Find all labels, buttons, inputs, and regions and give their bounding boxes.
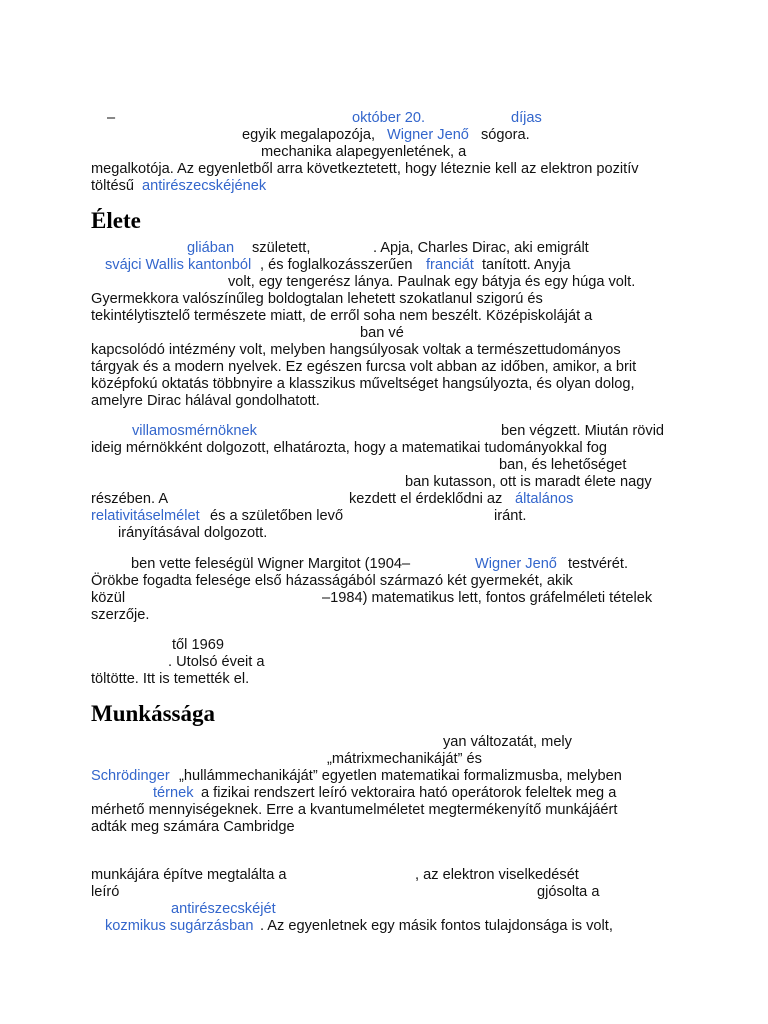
- body-text: „mátrixmechanikáját” és: [327, 751, 482, 767]
- body-text: ban, és lehetőséget: [499, 457, 627, 473]
- body-text: irányításával dolgozott.: [118, 525, 268, 541]
- body-text: közül: [91, 590, 126, 606]
- body-text: . Utolsó éveit a: [168, 654, 265, 670]
- body-text: , az elektron viselkedését: [415, 867, 579, 883]
- antiparticle-link[interactable]: antirészecskéjét: [171, 901, 276, 917]
- body-text: gjósolta a: [537, 884, 600, 900]
- body-text: , és foglalkozásszerűen: [260, 257, 413, 273]
- intro-text: megalkotója. Az egyenletből arra következtetett, hogy léteznie kell az elektron pozitív: [91, 161, 639, 177]
- body-text: Gyermekkora valószínűleg boldogtalan lehetett szokatlanul szigorú és: [91, 291, 543, 307]
- body-text: ban vé: [360, 325, 404, 341]
- cosmic-link[interactable]: kozmikus sugárzásban: [105, 918, 254, 934]
- body-text: ben végzett. Miután rövid: [501, 423, 665, 439]
- intro-dash: –: [107, 110, 116, 126]
- body-text: amelyre Dirac hálával gondolhatott.: [91, 393, 320, 409]
- body-text: szerzője.: [91, 607, 150, 623]
- engineer-link[interactable]: villamosmérnöknek: [132, 423, 257, 439]
- wallis-link[interactable]: svájci Wallis kantonból: [105, 257, 252, 273]
- body-text: Örökbe fogadta felesége első házasságából származó két gyermekét, akik: [91, 573, 573, 589]
- body-text: adták meg számára Cambridge: [91, 819, 295, 835]
- body-text: munkájára építve megtalálta a: [91, 867, 287, 883]
- wigner-link[interactable]: Wigner Jenő: [387, 127, 469, 143]
- body-text: től 1969: [172, 637, 224, 653]
- body-text: mérhető mennyiségeknek. Erre a kvantumelméletet megtermékenyítő munkájáért: [91, 802, 618, 818]
- body-text: –1984) matematikus lett, fontos gráfelméleti tételek: [322, 590, 653, 606]
- prize-link[interactable]: díjas: [511, 110, 542, 126]
- relativity-link[interactable]: relativitáselmélet: [91, 508, 200, 524]
- body-text: „hullámmechanikáját” egyetlen matematikai formalizmusba, melyben: [179, 768, 622, 784]
- intro-text: töltésű: [91, 178, 134, 194]
- general-link[interactable]: általános: [515, 491, 574, 507]
- body-text: ben vette feleségül Wigner Margitot (1904–: [131, 556, 411, 572]
- body-text: ideig mérnökként dolgozott, elhatározta, hogy a matematikai tudományokkal fog: [91, 440, 607, 456]
- section-heading-munkassaga: Munkássága: [91, 701, 215, 726]
- intro-text: egyik megalapozója,: [242, 127, 376, 143]
- body-text: yan változatát, mely: [443, 734, 572, 750]
- body-text: ban kutasson, ott is maradt élete nagy: [405, 474, 652, 490]
- section-heading-elete: Élete: [91, 208, 141, 233]
- schrodinger-link[interactable]: Schrödinger: [91, 768, 170, 784]
- body-text: testvérét.: [568, 556, 629, 572]
- date-link[interactable]: október 20.: [352, 110, 426, 126]
- french-link[interactable]: franciát: [426, 257, 474, 273]
- intro-text: sógora.: [481, 127, 530, 143]
- intro-text: mechanika alapegyenletének, a: [261, 144, 467, 160]
- england-link[interactable]: gliában: [187, 240, 235, 256]
- body-text: a fizikai rendszert leíró vektoraira ható operátorok feleltek meg a: [201, 785, 617, 801]
- antiparticle-link[interactable]: antirészecskéjének: [142, 178, 267, 194]
- body-text: és a születőben levő: [210, 508, 344, 524]
- space-link[interactable]: térnek: [153, 785, 194, 801]
- body-text: született,: [252, 240, 311, 256]
- body-text: iránt.: [494, 508, 527, 524]
- body-text: kezdett el érdeklődni az: [349, 491, 503, 507]
- body-text: részében. A: [91, 491, 169, 507]
- wigner-link[interactable]: Wigner Jenő: [475, 556, 557, 572]
- body-text: . Apja, Charles Dirac, aki emigrált: [373, 240, 589, 256]
- body-text: tekintélytisztelő természete miatt, de erről soha nem beszélt. Középiskoláját a: [91, 308, 593, 324]
- body-text: tárgyak és a modern nyelvek. Ez egészen furcsa volt abban az időben, amikor, a brit: [91, 359, 637, 375]
- body-text: kapcsolódó intézmény volt, melyben hangsúlyosak voltak a természettudományos: [91, 342, 621, 358]
- body-text: középfokú oktatás többnyire a klasszikus műveltséget hangsúlyozta, és olyan dolog,: [91, 376, 635, 392]
- body-text: . Az egyenletnek egy másik fontos tulajdonsága is volt,: [260, 918, 613, 934]
- body-text: leíró: [91, 884, 120, 900]
- body-text: tanított. Anyja: [482, 257, 571, 273]
- body-text: töltötte. Itt is temették el.: [91, 671, 250, 687]
- body-text: volt, egy tengerész lánya. Paulnak egy bátyja és egy húga volt.: [228, 274, 636, 290]
